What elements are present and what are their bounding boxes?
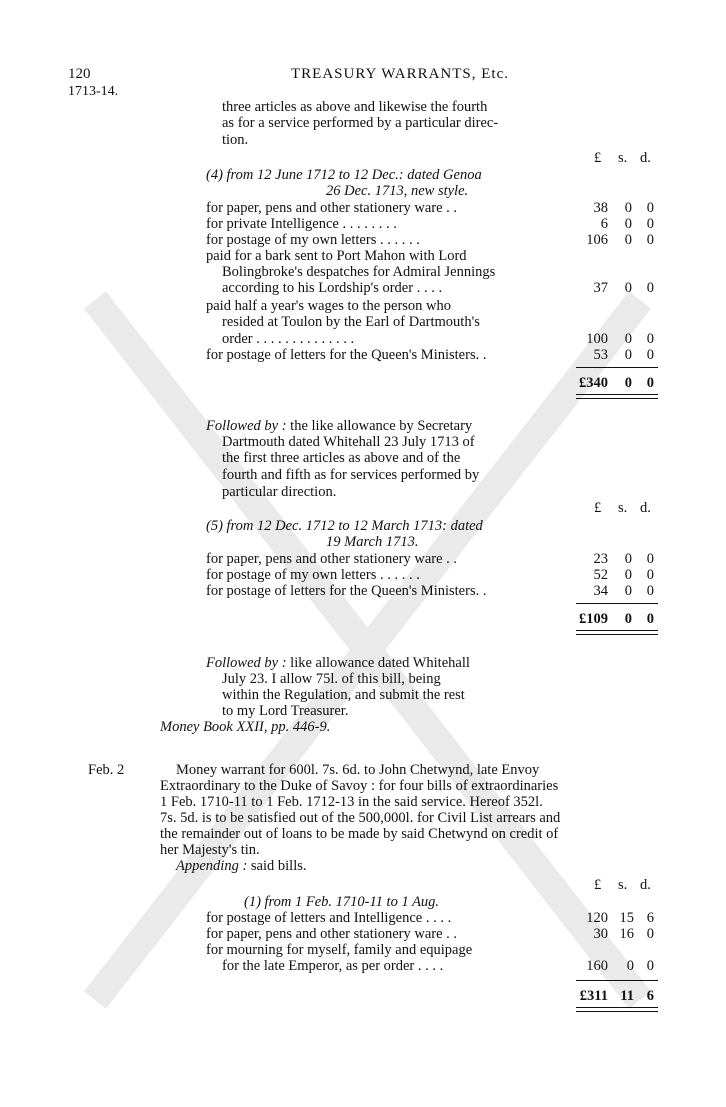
list-item: paid half a year's wages to the person who (206, 298, 452, 314)
year-marker: 1713-14. (68, 84, 119, 99)
running-title: TREASURY WARRANTS, Etc. (290, 66, 509, 82)
pence-value: 0 (646, 583, 654, 599)
text-line: July 23. I allow 75l. of this bill, being (222, 671, 441, 687)
pounds-value: 34 (593, 583, 608, 599)
text-line: 1 Feb. 1710-11 to 1 Feb. 1712-13 in the said service. Hereof 352l. (160, 794, 543, 810)
total-rule (576, 394, 658, 399)
pounds-value: 100 (586, 331, 608, 347)
pence-header: d. (640, 877, 651, 893)
total-pounds: £109 (579, 611, 608, 627)
list-item: for private Intelligence . . . . . . . . (206, 216, 397, 232)
list-item: for postage of letters for the Queen's Ministers. . (206, 347, 487, 363)
list-item-cont: resided at Toulon by the Earl of Dartmouth's (222, 314, 480, 330)
shillings-header: s. (618, 500, 628, 516)
pounds-value: 160 (586, 958, 608, 974)
total-pounds: £311 (579, 988, 608, 1004)
list-item: paid for a bark sent to Port Mahon with Lord (206, 248, 467, 264)
pence-value: 6 (646, 910, 654, 926)
pounds-value: 120 (586, 910, 608, 926)
pounds-value: 23 (593, 551, 608, 567)
list-item-cont: Bolingbroke's despatches for Admiral Jennings (222, 264, 496, 280)
text-line: the remainder out of loans to be made by said Chetwynd on credit of (160, 826, 559, 842)
total-shillings: 11 (620, 988, 634, 1004)
pence-value: 0 (646, 958, 654, 974)
total-pence: 0 (646, 375, 654, 391)
pounds-value: 6 (600, 216, 608, 232)
source-reference: Money Book XXII, pp. 446-9. (160, 719, 331, 735)
text-line: the like allowance by Secretary (290, 418, 473, 434)
list-item-cont: according to his Lordship's order . . . . (222, 280, 443, 296)
list-item: for paper, pens and other stationery ware . . (206, 200, 458, 216)
list-item: for paper, pens and other stationery ware . . (206, 926, 458, 942)
pence-value: 0 (646, 347, 654, 363)
total-pounds: £340 (579, 375, 608, 391)
text-line: as for a service performed by a particular direc- (222, 115, 499, 132)
pounds-value: 30 (593, 926, 608, 942)
pence-value: 0 (646, 567, 654, 583)
text-line: three articles as above and likewise the fourth (222, 99, 488, 115)
text-line: to my Lord Treasurer. (222, 703, 349, 719)
followed-label: Followed by : (206, 418, 287, 434)
total-shillings: 0 (624, 375, 632, 391)
appending (176, 858, 307, 874)
text-line: Dartmouth dated Whitehall 23 July 1713 of (222, 434, 475, 450)
block1-heading-2: 26 Dec. 1713, new style. (326, 183, 469, 199)
pence-header: d. (640, 500, 651, 516)
list-item: for postage of my own letters . . . . . . (206, 567, 420, 583)
followed-label: Followed by : (206, 655, 287, 671)
pence-value: 0 (646, 926, 654, 942)
shillings-value: 0 (624, 216, 632, 232)
text-line: her Majesty's tin. (160, 842, 260, 858)
shillings-header: s. (618, 877, 628, 893)
followed-by-1 (206, 418, 472, 434)
pence-value: 0 (646, 551, 654, 567)
followed-by-2 (206, 655, 470, 671)
block1-intro (222, 99, 498, 148)
appending-text: said bills. (250, 858, 307, 874)
text-line: 7s. 5d. is to be satisfied out of the 500,000l. for Civil List arrears and (160, 810, 561, 826)
pence-value: 0 (646, 280, 654, 296)
pence-header: d. (640, 150, 651, 166)
pounds-value: 37 (593, 280, 608, 296)
sum-rule (576, 367, 658, 368)
shillings-value: 0 (624, 280, 632, 296)
shillings-value: 0 (626, 958, 634, 974)
shillings-value: 0 (624, 232, 632, 248)
total-shillings: 0 (624, 611, 632, 627)
pence-value: 0 (646, 200, 654, 216)
shillings-value: 0 (624, 567, 632, 583)
pounds-value: 53 (593, 347, 608, 363)
pounds-value: 38 (593, 200, 608, 216)
total-pence: 0 (646, 611, 654, 627)
shillings-value: 15 (619, 910, 634, 926)
total-rule (576, 1007, 658, 1012)
pounds-value: 52 (593, 567, 608, 583)
shillings-value: 0 (624, 551, 632, 567)
total-rule (576, 630, 658, 635)
entry-date: Feb. 2 (88, 762, 125, 778)
text-line: like allowance dated Whitehall (290, 655, 470, 671)
shillings-value: 16 (619, 926, 634, 942)
text-line: particular direction. (222, 484, 337, 500)
list-item: for postage of letters and Intelligence . . . . (206, 910, 452, 926)
list-item: for postage of letters for the Queen's Ministers. . (206, 583, 487, 599)
block1-heading: (4) from 12 June 1712 to 12 Dec.: dated Genoa (206, 167, 482, 183)
text-line: Money warrant for 600l. 7s. 6d. to John Chetwynd, late Envoy (176, 762, 540, 778)
sum-rule (576, 980, 658, 981)
text-line: within the Regulation, and submit the rest (222, 687, 465, 703)
appending-label: Appending : (176, 858, 248, 874)
shillings-header: s. (618, 150, 628, 166)
text-line: Extraordinary to the Duke of Savoy : for four bills of extraordinaries (160, 778, 559, 794)
text-line: the first three articles as above and of the (222, 450, 461, 466)
pounds-header: £ (594, 500, 602, 516)
pounds-header: £ (594, 150, 602, 166)
pounds-header: £ (594, 877, 602, 893)
text-line: tion. (222, 131, 249, 148)
list-item: for paper, pens and other stationery ware . . (206, 551, 458, 567)
page-number: 120 (68, 66, 91, 82)
pence-value: 0 (646, 216, 654, 232)
pence-value: 0 (646, 331, 654, 347)
pence-value: 0 (646, 232, 654, 248)
sum-rule (576, 603, 658, 604)
list-item: for postage of my own letters . . . . . . (206, 232, 420, 248)
text-line: fourth and fifth as for services performed by (222, 467, 480, 483)
pounds-value: 106 (586, 232, 608, 248)
list-item: for mourning for myself, family and equipage (206, 942, 473, 958)
block2-heading-2: 19 March 1713. (326, 534, 419, 550)
list-item-cont: order . . . . . . . . . . . . . . (222, 331, 355, 347)
total-pence: 6 (646, 988, 654, 1004)
shillings-value: 0 (624, 200, 632, 216)
block2-heading: (5) from 12 Dec. 1712 to 12 March 1713: dated (206, 518, 483, 534)
list-item-cont: for the late Emperor, as per order . . . . (222, 958, 444, 974)
shillings-value: 0 (624, 331, 632, 347)
shillings-value: 0 (624, 583, 632, 599)
entry-heading: (1) from 1 Feb. 1710-11 to 1 Aug. (244, 894, 440, 910)
shillings-value: 0 (624, 347, 632, 363)
